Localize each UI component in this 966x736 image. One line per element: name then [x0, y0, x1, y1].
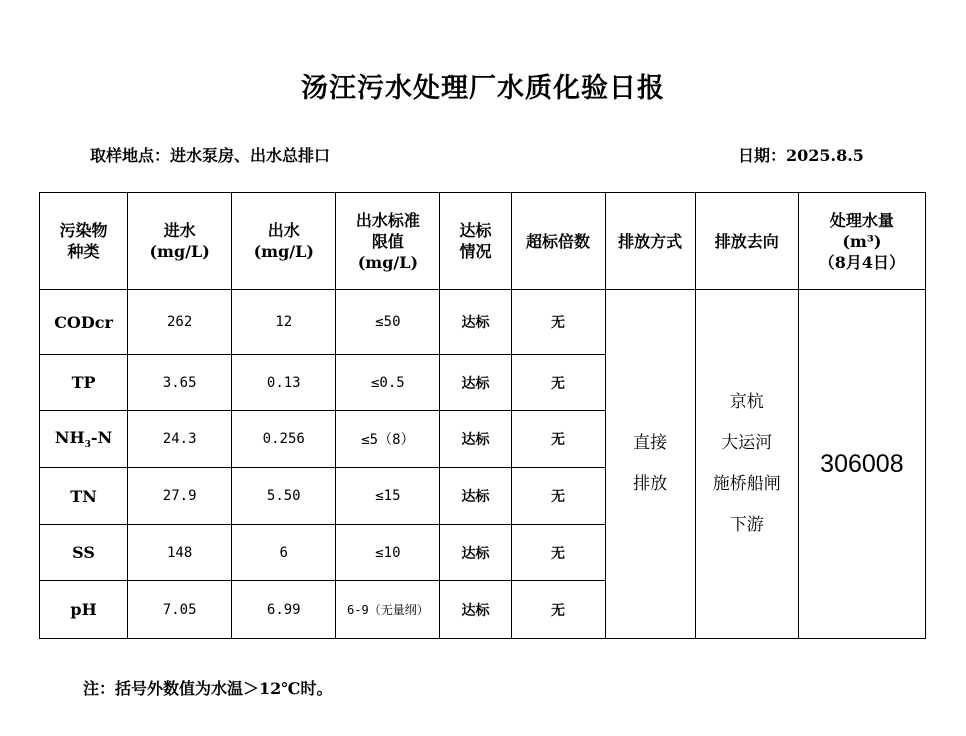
- pollutant-cell: pH: [40, 581, 128, 639]
- discharge-method-line2: 排放: [633, 474, 668, 494]
- header-exceed: 超标倍数: [511, 193, 605, 290]
- status-cell: 达标: [440, 355, 511, 411]
- effluent-cell: 6.99: [232, 581, 336, 639]
- header-status-line2: 情况: [459, 242, 492, 261]
- header-influent: [128, 193, 232, 290]
- effluent-cell: 6: [232, 525, 336, 581]
- discharge-method-cell: [605, 290, 695, 639]
- sampling-location: 取样地点：进水泵房、出水总排口: [90, 146, 331, 165]
- status-cell: 达标: [440, 525, 511, 581]
- discharge-destination-line4: 下游: [729, 515, 764, 535]
- treated-volume-cell: 306008: [798, 290, 925, 639]
- limit-cell: ≤10: [336, 525, 440, 581]
- pollutant-main-text: NH: [54, 427, 85, 447]
- limit-cell: ≤15: [336, 468, 440, 525]
- influent-cell: 7.05: [128, 581, 232, 639]
- pollutant-tail-text: -N: [90, 427, 113, 447]
- exceed-cell: 无: [511, 468, 605, 525]
- header-influent-line1: 进水: [163, 221, 196, 240]
- exceed-cell: 无: [511, 290, 605, 355]
- header-volume-line2: (m³): [842, 231, 882, 251]
- discharge-destination-cell: [695, 290, 798, 639]
- water-quality-table: [39, 192, 926, 639]
- effluent-cell: 12: [232, 290, 336, 355]
- report-date: 日期：2025.8.5: [738, 146, 864, 165]
- header-volume-line1: 处理水量: [829, 210, 894, 230]
- effluent-cell: 0.256: [232, 411, 336, 468]
- effluent-cell: 5.50: [232, 468, 336, 525]
- header-status-line1: 达标: [459, 221, 492, 240]
- influent-cell: 3.65: [128, 355, 232, 411]
- status-cell: 达标: [440, 468, 511, 525]
- header-limit-line2: 限值: [371, 231, 404, 251]
- exceed-cell: 无: [511, 581, 605, 639]
- exceed-cell: 无: [511, 355, 605, 411]
- discharge-destination-line2: 大运河: [721, 433, 773, 453]
- table-header-row: [40, 193, 926, 290]
- pollutant-cell: TP: [40, 355, 128, 411]
- status-cell: 达标: [440, 411, 511, 468]
- header-pollutant: [40, 193, 128, 290]
- header-pollutant-line2: 种类: [67, 242, 100, 261]
- header-limit-line1: 出水标准: [355, 210, 420, 230]
- header-effluent-line1: 出水: [267, 221, 300, 240]
- limit-cell: 6-9（无量纲）: [336, 581, 440, 639]
- header-limit: [336, 193, 440, 290]
- header-effluent-line2: (mg/L): [253, 242, 314, 261]
- influent-cell: 27.9: [128, 468, 232, 525]
- limit-cell: ≤0.5: [336, 355, 440, 411]
- pollutant-cell: CODcr: [40, 290, 128, 355]
- limit-cell: ≤5（8）: [336, 411, 440, 468]
- influent-cell: 148: [128, 525, 232, 581]
- header-destination: 排放去向: [695, 193, 798, 290]
- influent-cell: 24.3: [128, 411, 232, 468]
- table-row: [40, 290, 926, 355]
- status-cell: 达标: [440, 290, 511, 355]
- header-status: [440, 193, 511, 290]
- header-method: 排放方式: [605, 193, 695, 290]
- header-volume: [798, 193, 925, 290]
- effluent-cell: 0.13: [232, 355, 336, 411]
- pollutant-cell: [40, 411, 128, 468]
- report-title: 汤汪污水处理厂水质化验日报: [301, 73, 665, 104]
- header-volume-line3: （8月4日）: [818, 252, 906, 272]
- footnote: 注：括号外数值为水温＞12℃时。: [83, 679, 333, 698]
- exceed-cell: 无: [511, 411, 605, 468]
- header-effluent: [232, 193, 336, 290]
- influent-cell: 262: [128, 290, 232, 355]
- header-limit-line3: (mg/L): [357, 252, 419, 272]
- discharge-destination-line3: 施桥船闸: [712, 474, 781, 494]
- discharge-method-line1: 直接: [633, 433, 668, 453]
- exceed-cell: 无: [511, 525, 605, 581]
- pollutant-cell: SS: [40, 525, 128, 581]
- pollutant-subscript: 3: [84, 440, 91, 451]
- discharge-destination-line1: 京杭: [729, 392, 764, 412]
- limit-cell: ≤50: [336, 290, 440, 355]
- pollutant-cell: TN: [40, 468, 128, 525]
- status-cell: 达标: [440, 581, 511, 639]
- header-pollutant-line1: 污染物: [59, 221, 108, 240]
- header-influent-line2: (mg/L): [149, 242, 210, 261]
